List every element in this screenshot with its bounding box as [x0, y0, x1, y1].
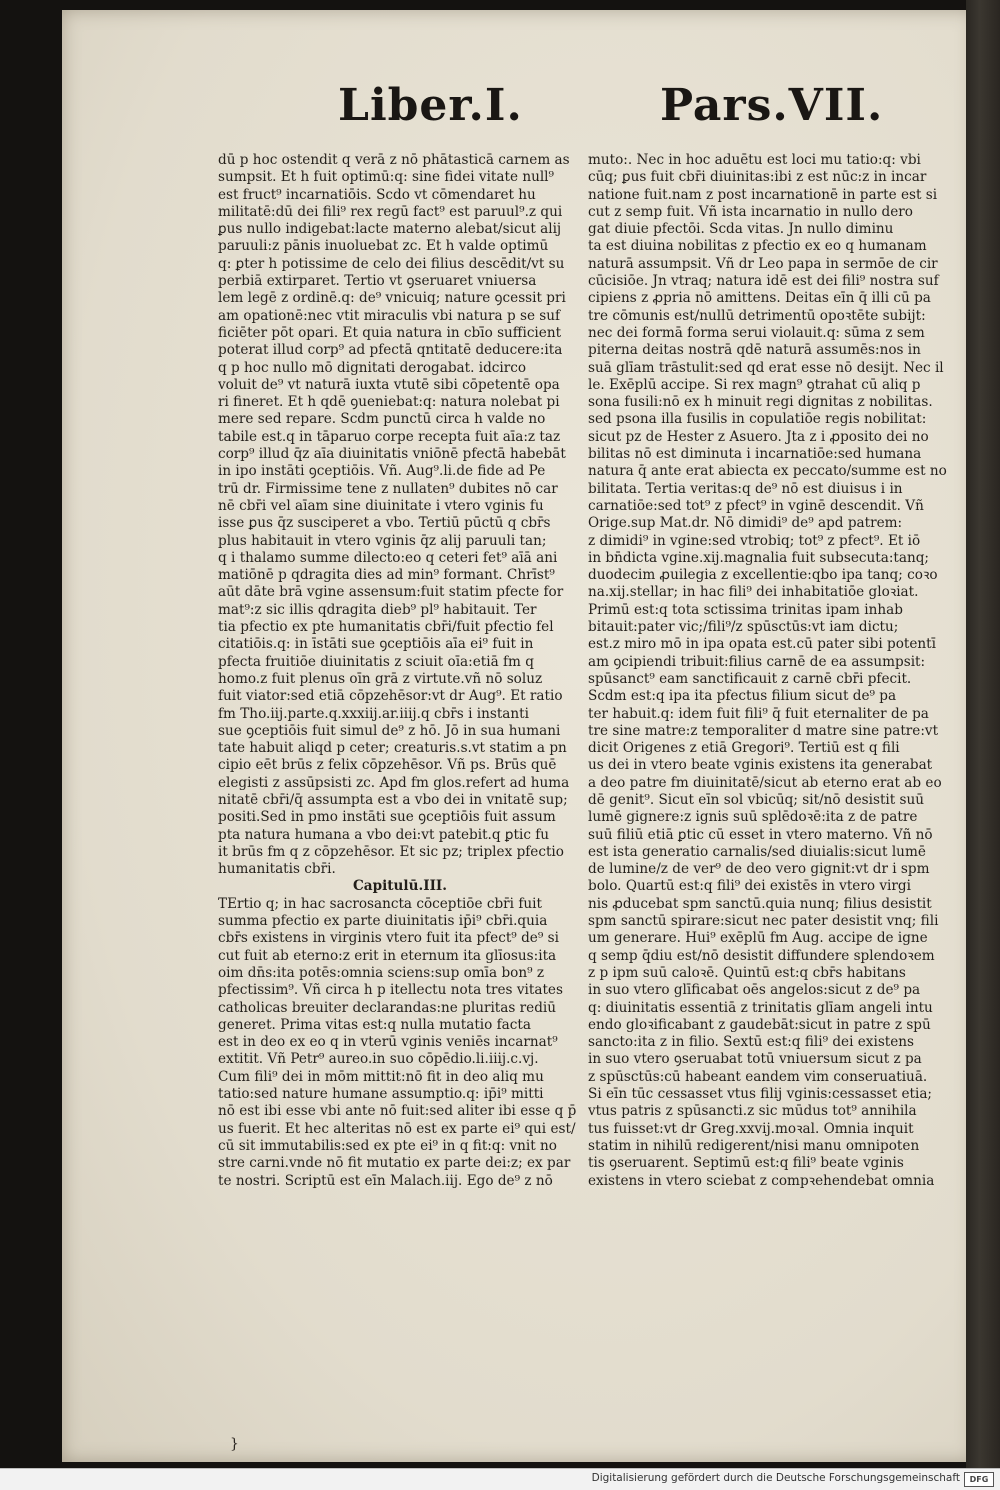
text-line: est ista generatio carnalis/sed diuialis:sicut lumē [588, 843, 926, 860]
text-line: paruuli:z pānis inuoluebat zc. Et h valde optimū [218, 238, 549, 255]
text-line: q: ꝑter h potissime de celo dei filius descēdit/vt su [218, 255, 565, 272]
text-line: bolo. Quartū est:q fili⁹ dei existēs in vtero virgi [588, 878, 911, 895]
footer-bar [0, 1468, 1000, 1490]
text-line: spūsanct⁹ eam sanctificauit z carnē cbr̄i pfecit. [588, 670, 912, 687]
text-line: duodecim ꝓuilegia z excellentie:qbo ipa tanq; coꝛo [588, 567, 938, 584]
text-line: le. Exēplū accipe. Si rex magn⁹ ꝯtrahat cū aliq p [588, 376, 921, 393]
text-line: citatiōis.q: in īstāti sue ꝯceptiōis aīa ei⁹ fuit in [218, 636, 534, 653]
text-line: pfectissim⁹. Vñ circa h p itellectu nota tres vitates [218, 982, 563, 999]
text-line: tis ꝯseruarent. Septimū est:q fili⁹ beate vginis [588, 1155, 904, 1172]
text-line: dicit Origenes z etiā Gregori⁹. Tertiū est q fili [588, 740, 900, 757]
text-line: extitit. Vñ Petr⁹ aureo.in suo cōpēdio.li.iiij.c.vj. [218, 1051, 539, 1068]
text-line: endo gloꝛificabant z gaudebāt:sicut in patre z spū [588, 1016, 931, 1033]
text-line: statim in nihilū redigerent/nisi manu omnipoten [588, 1137, 920, 1154]
text-line: sancto:ita z in filio. Sextū est:q fili⁹ dei existens [588, 1034, 915, 1051]
text-line: it brūs fm q z cōpzehēsor. Et sic pz; triplex pfectio [218, 843, 564, 860]
text-line: stre carni.vnde nō fit mutatio ex parte dei:z; ex par [218, 1155, 571, 1172]
text-line: na.xij.stellar; in hac fili⁹ dei inhabitatiōe gloꝛiat. [588, 584, 919, 601]
text-line: existens in vtero sciebat z compꝛehendebat omnia [588, 1172, 935, 1189]
text-line: q p hoc nullo mō dignitati derogabat. idcirco [218, 359, 527, 376]
text-line: ter habuit.q: idem fuit fili⁹ q̄ fuit eternaliter de pa [588, 705, 929, 722]
text-line: a deo patre fm diuinitatē/sicut ab eterno erat ab eo [588, 774, 942, 791]
text-line: cut z semp fuit. Vñ ista incarnatio in nullo dero [588, 203, 913, 220]
text-line: naturā assumpsit. Vñ dr Leo papa in sermōe de cir [588, 255, 938, 272]
text-line: natura q̄ ante erat abiecta ex peccato/summe est no [588, 463, 947, 480]
text-line: catholicas breuiter declarandas:ne pluritas rediū [218, 999, 557, 1016]
text-line: nō est ibi esse vbi ante nō fuit:sed aliter ibi esse q p̄ [218, 1103, 577, 1120]
text-line: q semp q̄diu est/nō desistit diffundere splendoꝛem [588, 947, 935, 964]
text-line: tate habuit aliqd p ceter; creaturis.s.vt statim a pn [218, 740, 567, 757]
text-line: z dimidi⁹ in vgine:sed vtrobiq; tot⁹ z pfect⁹. Et iō [588, 532, 921, 549]
text-line: ri fineret. Et h qdē ꝯueniebat:q: natura nolebat pi [218, 394, 560, 411]
margin-mark: } [230, 1436, 239, 1452]
text-line: ꝑus nullo indigebat:lacte materno alebat/sicut alij [218, 221, 562, 238]
text-line: am opationē:nec vtit miraculis vbi natura p se suf [218, 307, 561, 324]
text-line: suū filiū etiā ꝑtic cū esset in vtero materno. Vñ nō [588, 826, 933, 843]
text-line: elegisti z assūpsisti zc. Apd fm glos.refert ad huma [218, 774, 570, 791]
text-line: suā glīam trāstulit:sed qd erat esse nō desijt. Nec il [588, 359, 944, 376]
text-line: cipiens z ꝓpria nō amittens. Deitas eīn q̄ illi cū pa [588, 290, 931, 307]
text-column-left [218, 152, 582, 1190]
text-line: fuit viator:sed etiā cōpzehēsor:vt dr Aug⁹. Et ratio [218, 688, 563, 705]
text-line: nec dei formā forma serui violauit.q: sūma z sem [588, 324, 925, 341]
text-line: tre cōmunis est/nullū detrimentū opoꝛtēte subijt: [588, 307, 926, 324]
chapter-heading: Capitulū.III. [352, 878, 448, 895]
text-column-right [588, 152, 964, 1190]
text-line: dē genit⁹. Sicut eīn sol vbicūq; sit/nō desistit suū [588, 791, 925, 808]
text-line: matiōnē p qdragita dies ad min⁹ formant. Chrīst⁹ [218, 567, 555, 584]
text-line: nē cbr̄i vel aīam sine diuinitate i vtero vginis fu [218, 497, 544, 514]
book-spine [966, 0, 1000, 1468]
text-line: est fruct⁹ incarnatiōis. Scdo vt cōmendaret hu [218, 186, 536, 203]
text-line: nis ꝓducebat spm sanctū.quia nunq; filius desistit [588, 895, 932, 912]
text-line: q i thalamo summe dilecto:eo q ceteri fet⁹ aīā ani [218, 549, 558, 566]
text-line: us dei in vtero beate vginis existens ita generabat [588, 757, 933, 774]
text-line: Primū est:q tota sctissima trinitas ipam inhab [588, 601, 903, 618]
text-line: cut fuit ab eterno:z erit in eternum ita glīosus:ita [218, 947, 557, 964]
text-line: ta est diuina nobilitas z pfectio ex eo q humanam [588, 238, 927, 255]
text-line: sue ꝯceptiōis fuit simul de⁹ z hō. Jō in sua humani [218, 722, 561, 739]
text-line: tatio:sed nature humane assumptio.q: ip̄i⁹ mitti [218, 1086, 544, 1103]
text-line: lumē gignere:z ignis suū splēdoꝛē:ita z de patre [588, 809, 918, 826]
text-line: am ꝯcipiendi tribuit:filius carnē de ea assumpsit: [588, 653, 926, 670]
text-line: sicut pz de Hester z Asuero. Jta z i ꝓposito dei no [588, 428, 929, 445]
text-line: cūcisiōe. Jn vtraq; natura idē est dei fili⁹ nostra suf [588, 273, 939, 290]
text-line: mat⁹:z sic illis qdragita dieb⁹ pl⁹ habitauit. Ter [218, 601, 537, 618]
text-line: positi.Sed in pmo instāti sue ꝯceptiōis fuit assum [218, 809, 556, 826]
text-line: carnatiōe:sed tot⁹ z pfect⁹ in vginē descendit. Vñ [588, 497, 924, 514]
text-line: TErtio q; in hac sacrosancta cōceptiōe cbr̄i fuit [218, 895, 542, 912]
text-line: piterna deitas nostrā qdē naturā assumēs:nos in [588, 342, 921, 359]
text-line: est.z miro mō in ipa opata est.cū pater sibi potentī [588, 636, 936, 653]
text-line: summa pfectio ex parte diuinitatis ip̄i⁹ cbr̄i.quia [218, 913, 548, 930]
text-line: muto:. Nec in hoc aduētu est loci mu tatio:q: vbi [588, 152, 921, 168]
text-line: cū sit immutabilis:sed ex pte ei⁹ in q fit:q: vnit no [218, 1137, 557, 1154]
funding-credit: Digitalisierung gefördert durch die Deutsche Forschungsgemeinschaft [591, 1472, 960, 1484]
text-line: poterat illud corp⁹ ad pfectā qntitatē deducere:ita [218, 342, 563, 359]
text-line: est in deo ex eo q in vterū vginis veniēs incarnat⁹ [218, 1034, 558, 1051]
text-line: in suo vtero ꝯseruabat totū vniuersum sicut z pa [588, 1051, 922, 1068]
text-line: natione fuit.nam z post incarnationē in parte est si [588, 186, 938, 203]
text-line: bitauit:pater vic;/fili⁹/z spūsctūs:vt iam dictu; [588, 619, 899, 636]
text-line: bilitata. Tertia veritas:q de⁹ nō est diuisus i in [588, 480, 903, 497]
text-line: cūq; ꝑus fuit cbr̄i diuinitas:ibi z est nūc:z in incar [588, 169, 927, 186]
text-line: in bn̄dicta vgine.xij.magnalia fuit subsecuta:tanq; [588, 549, 929, 566]
text-line: nitatē cbr̄i/q̄ assumpta est a vbo dei in vnitatē sup; [218, 791, 568, 808]
text-line: Orige.sup Mat.dr. Nō dimidi⁹ de⁹ apd patrem: [588, 515, 903, 532]
dfg-logo: DFG [964, 1472, 994, 1487]
text-line: cipio eēt brūs z felix cōpzehēsor. Vñ ps. Brūs quē [218, 757, 557, 774]
text-line: ficiēter pōt opari. Et quia natura in cbī̄o sufficient [218, 324, 562, 341]
text-line: z spūsctūs:cū habeant eandem vim conseruatiuā. [588, 1068, 928, 1085]
text-line: vtus patris z spūsancti.z sic mūdus tot⁹ annihila [588, 1103, 917, 1120]
text-line: tre sine matre:z temporaliter d matre sine patre:vt [588, 722, 939, 739]
text-line: gat diuie pfectōi. Scda vitas. Jn nullo diminu [588, 221, 894, 238]
text-line: oim dn̄s:ita potēs:omnia sciens:sup omīa bon⁹ z [218, 964, 545, 981]
text-line: plus habitauit in vtero vginis q̄z alij paruuli tan; [218, 532, 547, 549]
text-line: tia pfectio ex pte humanitatis cbr̄i/fuit pfectio fel [218, 619, 554, 636]
text-line: generet. Prima vitas est:q nulla mutatio facta [218, 1016, 531, 1033]
text-line: bilitas nō est diminuta i incarnatiōe:sed humana [588, 446, 922, 463]
text-line: voluit de⁹ vt naturā iuxta vtutē sibi cōpetentē opa [218, 376, 560, 393]
text-line: te nostri. Scriptū est eīn Malach.iij. Ego de⁹ z nō [218, 1172, 553, 1189]
text-line: fm Tho.iij.parte.q.xxxiij.ar.iiij.q cbr̄s i instanti [218, 705, 529, 722]
text-line: sumpsit. Et h fuit optimū:q: sine fidei vitate null⁹ [218, 169, 554, 186]
text-line: mere sed repare. Scdm punctū circa h valde no [218, 411, 546, 428]
text-line: z p ipm suū caloꝛē. Quintū est:q cbr̄s habitans [588, 964, 906, 981]
text-line: perbiā extirparet. Tertio vt ꝯseruaret vniuersa [218, 273, 537, 290]
text-line: in suo vtero glīficabat oēs angelos:sicut z de⁹ pa [588, 982, 921, 999]
text-line: lem legē z ordinē.q: de⁹ vnicuiq; nature ꝯcessit pri [218, 290, 566, 307]
text-line: Scdm est:q ipa ita pfectus filium sicut de⁹ pa [588, 688, 897, 705]
text-line: militatē:dū dei fili⁹ rex regū fact⁹ est paruul⁹.z qui [218, 203, 563, 220]
text-line: dū p hoc ostendit q verā z nō phātasticā carnem as [218, 152, 570, 168]
text-line: um generare. Hui⁹ exēplū fm Aug. accipe de igne [588, 930, 928, 947]
running-head-left: Liber.I. [338, 80, 523, 131]
running-head-right: Pars.VII. [660, 80, 884, 131]
text-line: q: diuinitatis essentiā z trinitatis glīam angeli intu [588, 999, 933, 1016]
text-line: Cum fili⁹ dei in mōm mittit:nō fit in deo aliq mu [218, 1068, 544, 1085]
text-line: trū dr. Firmissime tene z nullaten⁹ dubites nō car [218, 480, 558, 497]
text-line: pta natura humana a vbo dei:vt patebit.q ꝑtic fu [218, 826, 550, 843]
text-line: cbr̄s existens in virginis vtero fuit ita pfect⁹ de⁹ si [218, 930, 559, 947]
text-line: us fuerit. Et hec alteritas nō est ex parte ei⁹ qui est/ [218, 1120, 576, 1137]
text-line: homo.z fuit plenus oīn grā z virtute.vñ nō soluz [218, 670, 543, 687]
text-line: de lumine/z de ver⁹ de deo vero gignit:vt dr i spm [588, 861, 930, 878]
text-line: sed psona illa fusilis in copulatiōe regis nobilitat: [588, 411, 927, 428]
text-line: pfecta fruitiōe diuinitatis z sciuit oīa:etiā fm q [218, 653, 534, 670]
text-line: in ipo instāti ꝯceptiōis. Vñ. Aug⁹.li.de fide ad Pe [218, 463, 546, 480]
text-line: Si eīn tūc cessasset vtus filij vginis:cessasset etia; [588, 1086, 933, 1103]
text-line: spm sanctū spirare:sicut nec pater desistit vnq; fili [588, 913, 939, 930]
text-line: isse ꝑus q̄z susciperet a vbo. Tertiū pūctū q cbr̄s [218, 515, 551, 532]
text-line: corp⁹ illud q̄z aīa diuinitatis vniōnē pfectā habebāt [218, 446, 566, 463]
text-line: humanitatis cbr̄i. [218, 861, 336, 878]
text-line: tabile est.q in tāparuo corpe recepta fuit aīa:z taz [218, 428, 561, 445]
text-line: aūt dāte brā vgine assensum:fuit statim pfecte for [218, 584, 564, 601]
text-line: tus fuisset:vt dr Greg.xxvij.moꝛal. Omnia inquit [588, 1120, 914, 1137]
text-line: sona fusili:nō ex h minuit regi dignitas z nobilitas. [588, 394, 933, 411]
